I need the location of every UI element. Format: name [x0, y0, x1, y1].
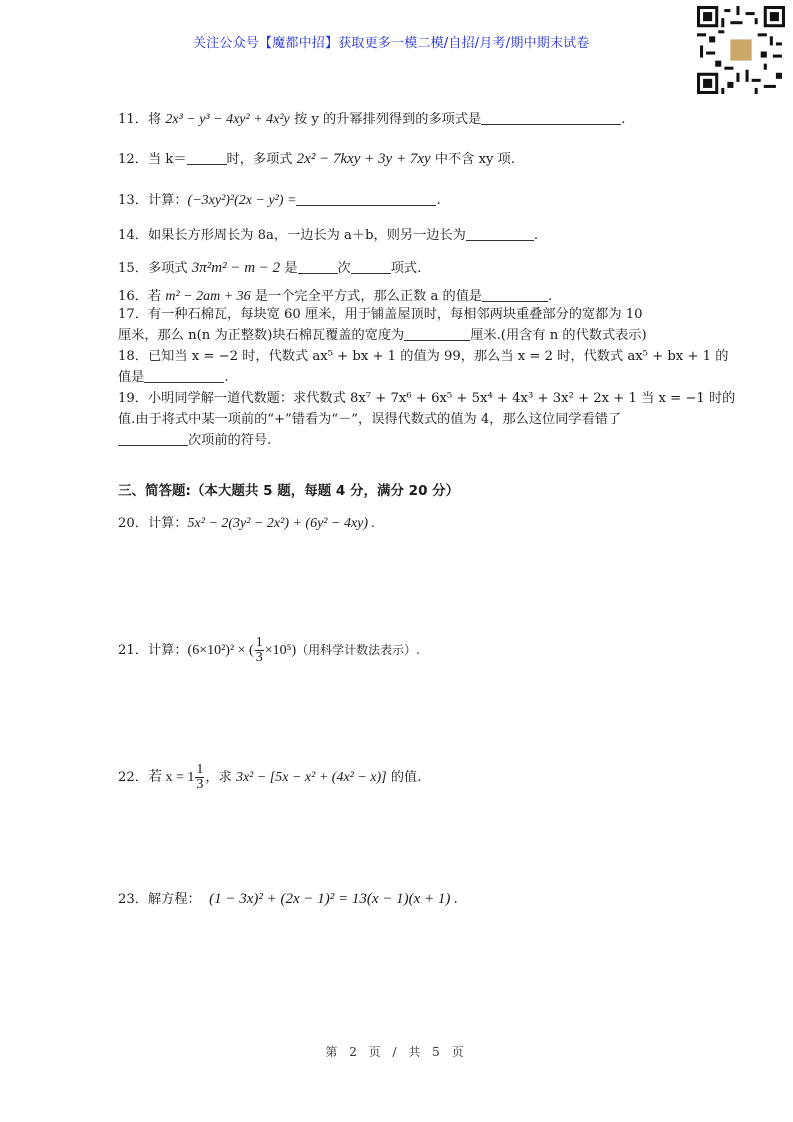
question-11	[118, 110, 625, 129]
question-number: 20．	[118, 516, 148, 531]
punctuation: .	[436, 193, 441, 208]
answer-blank[interactable]	[144, 368, 224, 383]
question-number: 13．	[118, 193, 148, 208]
fraction-numerator: 1	[255, 635, 263, 650]
question-text: 解方程：	[147, 892, 201, 907]
question-text: 计算：	[147, 193, 188, 208]
answer-blank[interactable]	[481, 110, 621, 125]
question-text: 有一种石棉瓦，每块宽 60 厘米，用于铺盖屋顶时，每相邻两块重叠部分的宽都为 10	[147, 307, 643, 322]
question-text: 当 k＝	[147, 152, 187, 167]
question-text: 值是	[118, 370, 145, 385]
math-expression: 2x² − 7kxy + 3y + 7xy	[296, 151, 431, 167]
question-text: 值.由于将式中某一项前的“+”错看为“－”，误得代数式的值为 4，那么这位同学看错了	[118, 412, 622, 427]
question-text: 将	[147, 112, 166, 127]
math-expression: 2x³ − y³ − 4xy² + 4x²y	[165, 112, 290, 127]
question-17-line2	[118, 326, 647, 345]
math-expression: m² − 2am + 36	[165, 289, 251, 304]
question-text: 时，多项式	[226, 152, 297, 167]
punctuation: .	[533, 228, 539, 243]
question-text: 是一个完全平方式，那么正数 a 的值是	[250, 289, 483, 304]
question-text: 次	[337, 261, 351, 276]
question-text: 小明同学解一道代数题：求代数式 8x⁷ + 7x⁶ + 6x⁵ + 5x⁴ + 4x³ + 3x² + 2x + 1 当 x = −1 时的	[147, 391, 736, 406]
punctuation: .	[548, 289, 553, 304]
question-18-line2	[118, 368, 229, 387]
math-expression: 若 x = 1	[147, 770, 195, 785]
question-number: 18．	[118, 349, 148, 364]
question-text: ，求	[205, 770, 236, 785]
question-text: 项式.	[390, 261, 422, 276]
punctuation: .	[224, 370, 229, 385]
section-heading: 三、简答题:（本大题共 5 题，每题 4 分，满分 20 分）	[118, 483, 460, 499]
question-14	[118, 226, 538, 245]
question-23	[118, 890, 458, 909]
question-text: 按 y 的升幂排列得到的多项式是	[289, 112, 482, 127]
fraction-denominator: 3	[255, 650, 263, 665]
question-text: 厘米.(用含有 n 的代数式表示)	[470, 328, 647, 343]
question-text: 如果长方形周长为 8a，一边长为 a＋b，则另一边长为	[147, 228, 466, 243]
math-expression: ×10⁵)	[264, 643, 297, 658]
question-19-line3	[118, 431, 271, 450]
answer-blank[interactable]	[187, 150, 227, 165]
math-expression: 3π²m² − m − 2	[191, 260, 281, 276]
question-20	[118, 515, 375, 533]
answer-blank-terms[interactable]	[351, 259, 391, 274]
answer-blank[interactable]	[466, 226, 534, 241]
answer-blank[interactable]	[482, 287, 548, 302]
question-text: 是	[280, 261, 298, 276]
fraction	[255, 636, 264, 665]
page-number: 第 2 页 / 共 5 页	[325, 1045, 468, 1059]
qr-code-image	[697, 6, 785, 94]
question-number: 11．	[118, 112, 148, 127]
math-expression: (1 − 3x)² + (2x − 1)² = 13(x − 1)(x + 1) .	[209, 891, 458, 907]
question-number: 21．	[118, 643, 148, 658]
answer-blank-degree[interactable]	[298, 259, 338, 274]
question-text: 的值.	[386, 770, 422, 785]
fraction	[195, 763, 204, 792]
math-expression: 3x² − [5x − x² + (4x² − x)]	[235, 770, 387, 785]
question-text: 计算：	[147, 516, 188, 531]
question-text: 次项前的符号.	[188, 433, 272, 448]
question-22	[118, 762, 421, 794]
question-text: 若	[147, 289, 166, 304]
question-18	[118, 348, 728, 366]
question-text: 已知当 x = −2 时，代数式 ax⁵ + bx + 1 的值为 99，那么当 x = 2 时，代数式 ax⁵ + bx + 1 的	[147, 349, 729, 364]
question-number: 12．	[118, 152, 148, 167]
question-number: 17．	[118, 307, 148, 322]
question-number: 14．	[118, 228, 148, 243]
answer-blank[interactable]	[118, 431, 188, 446]
question-19-line2	[118, 411, 621, 429]
question-number: 23．	[118, 892, 148, 907]
math-expression: (−3xy²)²(2x − y²) =	[187, 193, 297, 208]
answer-blank[interactable]	[404, 326, 470, 341]
question-text: 中不含 xy 项.	[430, 152, 516, 167]
question-text: 多项式	[147, 261, 192, 276]
question-19	[118, 390, 735, 408]
punctuation: .	[621, 112, 626, 127]
question-number: 15．	[118, 261, 148, 276]
question-text: （用科学计数法表示）.	[296, 643, 420, 657]
question-16	[118, 287, 552, 306]
question-text: 厘米，那么 n(n 为正整数)块石棉瓦覆盖的宽度为	[118, 328, 405, 343]
promo-banner: 关注公众号【魔都中招】获取更多一模二模/自招/月考/期中期末试卷	[193, 36, 590, 51]
question-number: 16．	[118, 289, 148, 304]
math-expression: (6×10²)² × (	[187, 643, 254, 658]
question-21	[118, 634, 420, 667]
math-expression: 5x² − 2(3y² − 2x²) + (6y² − 4xy) .	[187, 516, 376, 531]
answer-blank[interactable]	[296, 191, 436, 206]
question-number: 19．	[118, 391, 148, 406]
question-13	[118, 191, 441, 210]
question-15	[118, 259, 421, 278]
question-12	[118, 150, 515, 169]
question-text: 计算：	[147, 643, 188, 658]
fraction-denominator: 3	[196, 777, 204, 792]
question-17	[118, 306, 642, 324]
question-number: 22．	[118, 770, 148, 785]
fraction-numerator: 1	[196, 762, 204, 777]
